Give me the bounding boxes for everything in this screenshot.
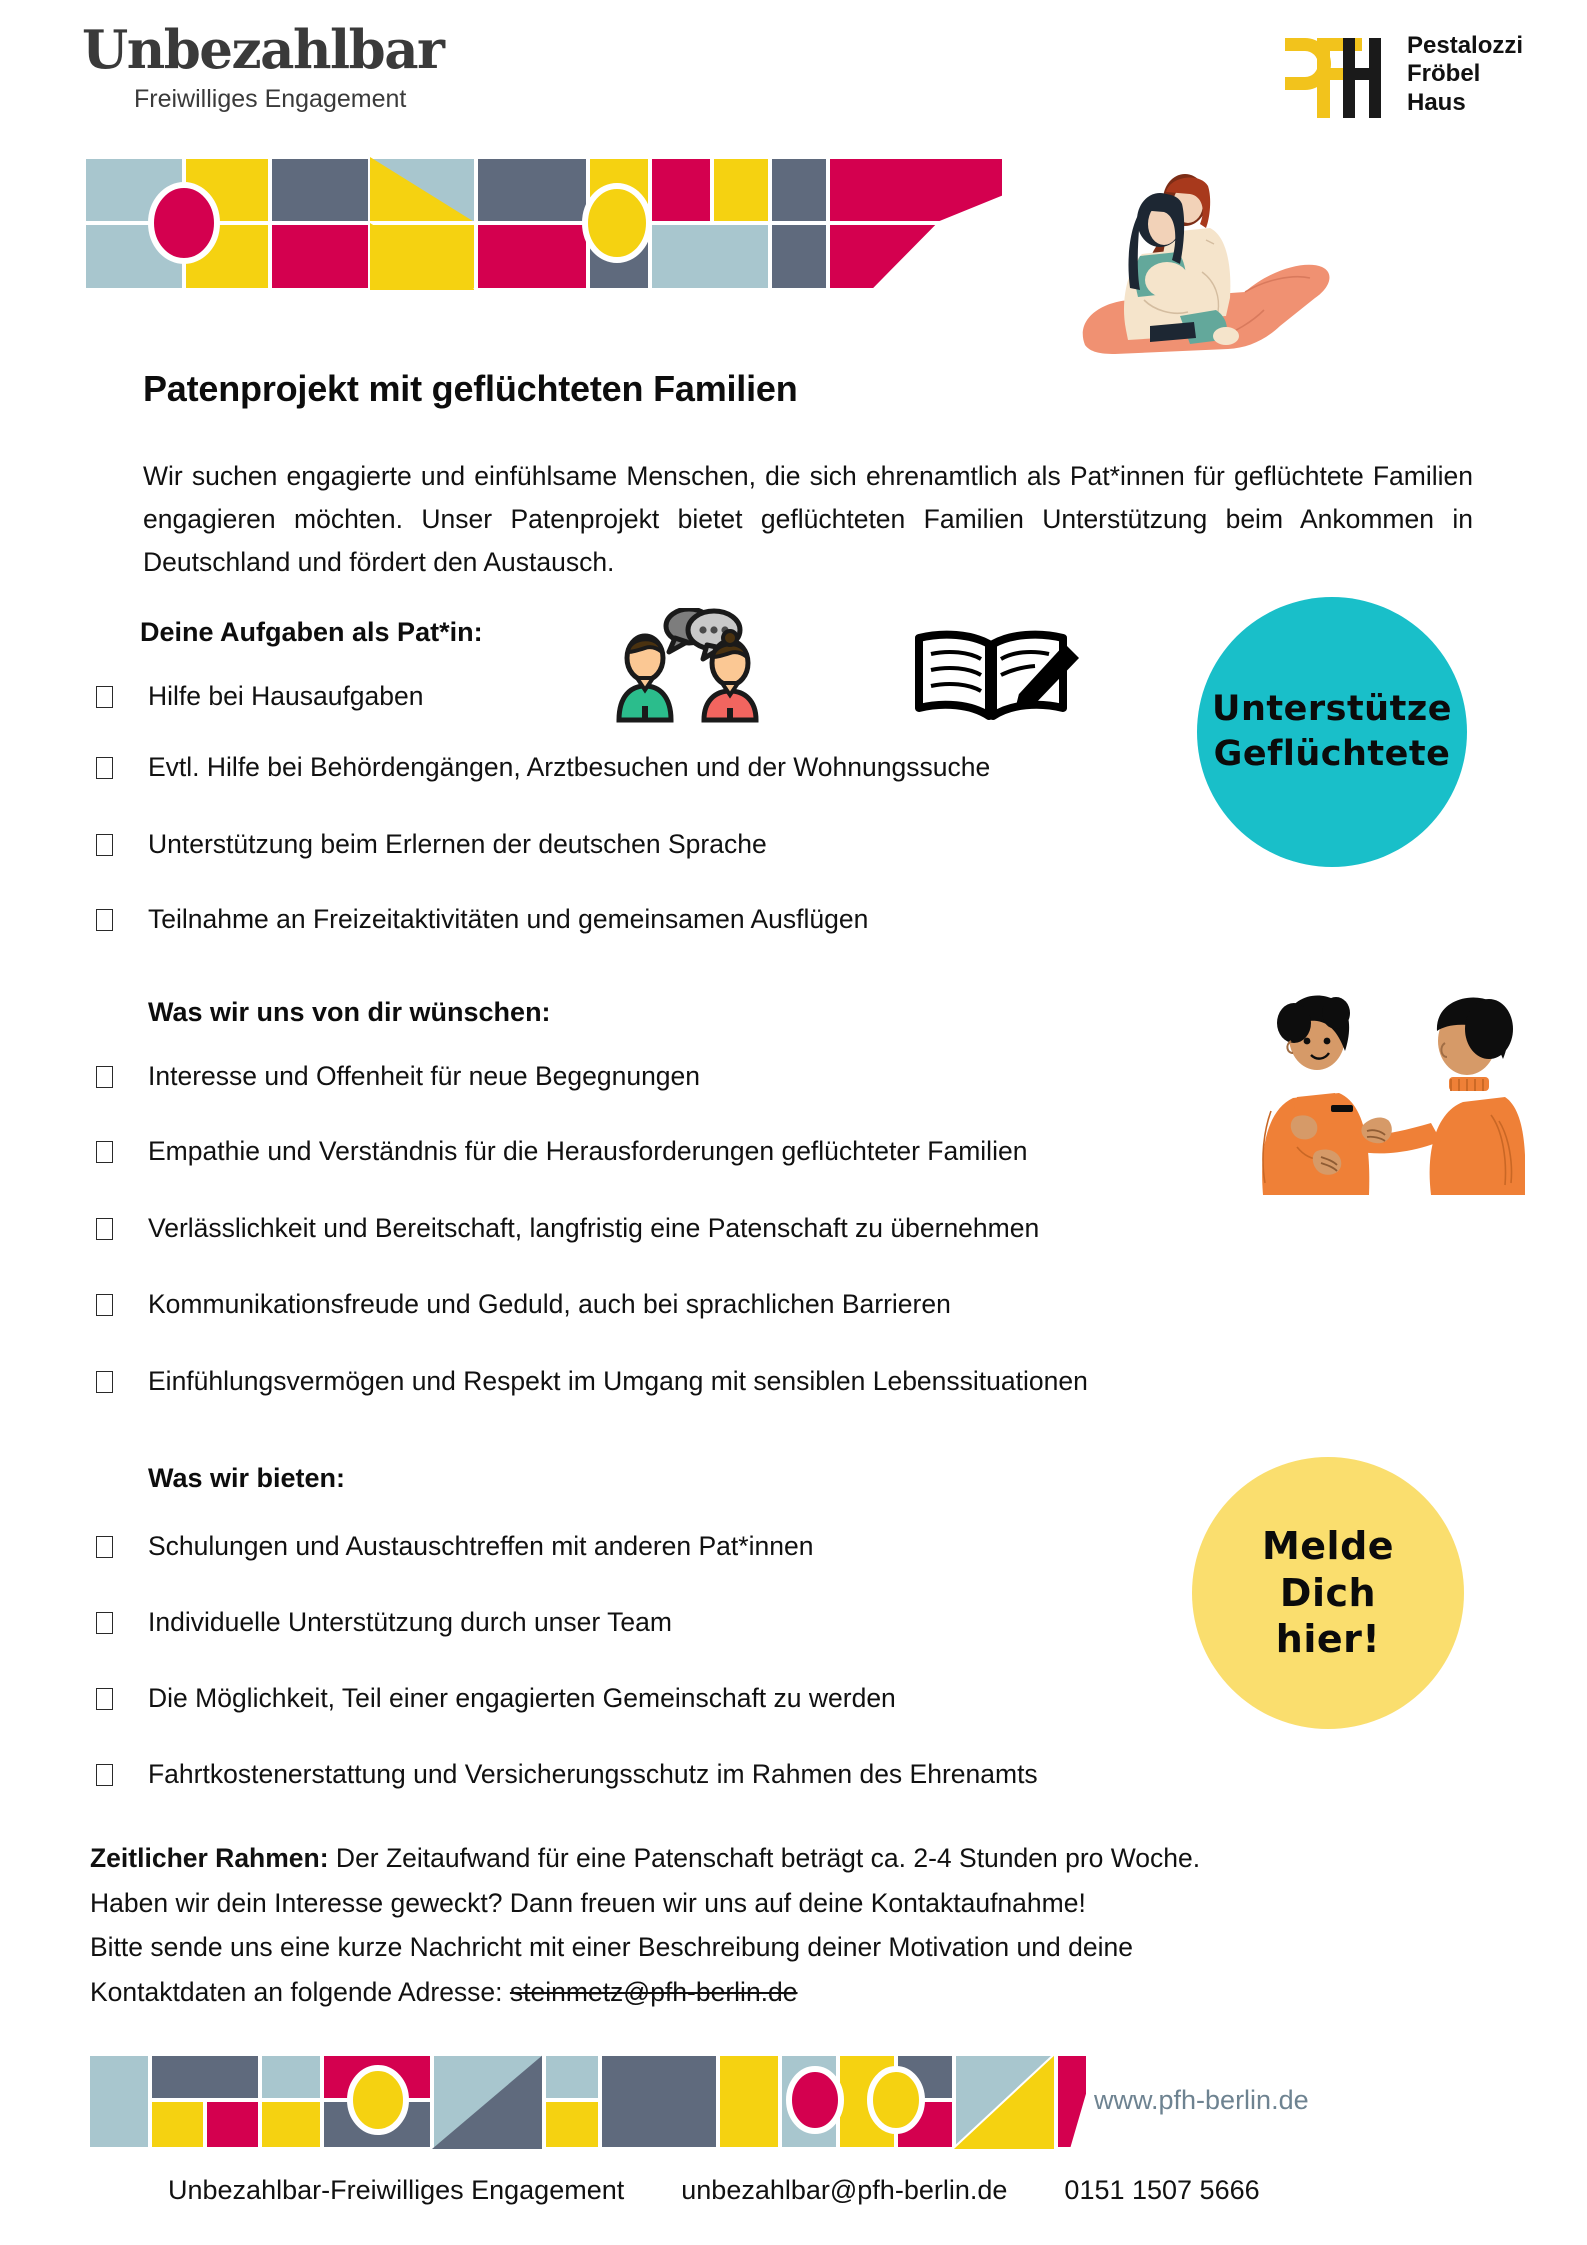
bullet-box-icon [96, 1371, 113, 1393]
list-item-label: Verlässlichkeit und Bereitschaft, langfristig eine Patenschaft zu übernehmen [148, 1213, 1040, 1243]
footer-contact-line [168, 2175, 1260, 2206]
hand-holding-family-illustration [1030, 140, 1350, 360]
closing-line-2: Haben wir dein Interesse geweckt? Dann freuen wir uns auf deine Kontaktaufnahme! [90, 1887, 1086, 1918]
bullet-box-icon [96, 834, 113, 856]
logo-wordmark: Unbezahlbar [82, 19, 444, 81]
footer-email-link[interactable]: unbezahlbar@pfh-berlin.de [681, 2175, 1008, 2205]
decorative-band-top [84, 157, 1004, 290]
list-item [96, 828, 767, 861]
pfh-logo-text [1407, 32, 1523, 117]
list-item-label: Evtl. Hilfe bei Behördengängen, Arztbesuchen und der Wohnungssuche [148, 752, 991, 782]
list-item [96, 1530, 813, 1563]
pfh-line-3: Haus [1407, 88, 1466, 116]
logo-tagline: Freiwilliges Engagement [134, 85, 407, 113]
bullet-box-icon [96, 757, 113, 779]
footer-phone: 0151 1507 5666 [1064, 2175, 1260, 2205]
list-item-label: Kommunikationsfreude und Geduld, auch bei sprachlichen Barrieren [148, 1289, 951, 1319]
badge-line-2: Dich [1279, 1570, 1377, 1615]
section-heading-wishes: Was wir uns von dir wünschen: [148, 997, 551, 1027]
badge-line-1: Unterstütze [1212, 689, 1452, 730]
unbezahlbar-logo [82, 19, 444, 113]
list-item [96, 751, 990, 784]
bullet-box-icon [96, 1536, 113, 1558]
list-item-label: Hilfe bei Hausaufgaben [148, 681, 424, 711]
website-link[interactable]: www.pfh-berlin.de [1094, 2085, 1309, 2115]
time-commitment-line [90, 1845, 1440, 1872]
bullet-box-icon [96, 1294, 113, 1316]
list-item [96, 1212, 1039, 1245]
list-item-label: Einfühlungsvermögen und Respekt im Umgang mit sensiblen Lebenssituationen [148, 1366, 1088, 1396]
list-item-label: Interesse und Offenheit für neue Begegnungen [148, 1061, 701, 1091]
list-item-label: Empathie und Verständnis für die Herausforderungen geflüchteter Familien [148, 1136, 1028, 1166]
badge-sign-up-here[interactable] [1192, 1457, 1464, 1729]
list-item [96, 1060, 700, 1093]
footer-org-name: Unbezahlbar-Freiwilliges Engagement [168, 2175, 625, 2205]
section-heading-offers: Was wir bieten: [148, 1463, 346, 1493]
bullet-box-icon [96, 1612, 113, 1634]
list-item [96, 1288, 951, 1321]
two-people-talking-illustration [1235, 965, 1525, 1195]
badge-support-refugees[interactable] [1197, 597, 1467, 867]
bullet-box-icon [96, 909, 113, 931]
list-item [96, 1135, 1027, 1168]
closing-line-3: Bitte sende uns eine kurze Nachricht mit einer Beschreibung deiner Motivation und deine [90, 1932, 1133, 1962]
section-heading-tasks: Deine Aufgaben als Pat*in: [140, 617, 483, 647]
pfh-line-1: Pestalozzi [1407, 32, 1524, 59]
bullet-box-icon [96, 686, 113, 708]
pfh-monogram-icon [1275, 32, 1393, 118]
list-item-label: Schulungen und Austauschtreffen mit anderen Pat*innen [148, 1531, 814, 1561]
list-item-label: Teilnahme an Freizeitaktivitäten und gemeinsamen Ausflügen [148, 904, 869, 934]
pfh-logo [1275, 26, 1524, 122]
contact-address-prefix: Kontaktdaten an folgende Adresse: [90, 1976, 510, 2007]
intro-paragraph: Wir suchen engagierte und einfühlsame Menschen, die sich ehrenamtlich als Pat*innen für geflüchtete Familien engagieren möchten. Unser Patenprojekt bietet geflüchteten Familien Unterstützung beim Ankommen in Deutschland und fördert den Austausch. [143, 461, 1473, 577]
time-commitment-text: Der Zeitaufwand für eine Patenschaft beträgt ca. 2-4 Stunden pro Woche. [328, 1843, 1201, 1873]
badge-line-1: Melde [1261, 1524, 1395, 1569]
closing-line-4 [90, 1976, 1440, 2007]
pfh-line-2: Fröbel [1407, 60, 1481, 88]
page-header [0, 0, 1587, 150]
closing-block [90, 1845, 1440, 2023]
list-item [96, 1682, 896, 1715]
list-item-label: Fahrtkostenerstattung und Versicherungsschutz im Rahmen des Ehrenamts [148, 1759, 1038, 1789]
people-talking-icon [607, 608, 787, 723]
badge-line-3: hier! [1275, 1617, 1381, 1662]
bullet-box-icon [96, 1218, 113, 1240]
list-item [96, 1365, 1088, 1398]
contact-email-link[interactable]: steinmetz@pfh-berlin.de [509, 1976, 798, 2007]
page-title: Patenprojekt mit geflüchteten Familien [143, 368, 798, 409]
list-item-label: Unterstützung beim Erlernen der deutschen Sprache [148, 829, 767, 859]
book-pencil-icon [915, 630, 1080, 725]
bullet-box-icon [96, 1764, 113, 1786]
list-item [96, 1758, 1038, 1791]
badge-line-2: Geflüchtete [1213, 734, 1451, 774]
list-item-label: Individuelle Unterstützung durch unser Team [148, 1607, 672, 1637]
bullet-box-icon [96, 1066, 113, 1088]
bullet-box-icon [96, 1688, 113, 1710]
list-item [96, 1606, 672, 1639]
list-item [96, 903, 868, 936]
list-item [96, 680, 424, 713]
decorative-band-bottom [88, 2054, 1088, 2149]
time-commitment-label: Zeitlicher Rahmen: [90, 1843, 329, 1873]
list-item-label: Die Möglichkeit, Teil einer engagierten Gemeinschaft zu werden [148, 1683, 896, 1713]
bullet-box-icon [96, 1141, 113, 1163]
